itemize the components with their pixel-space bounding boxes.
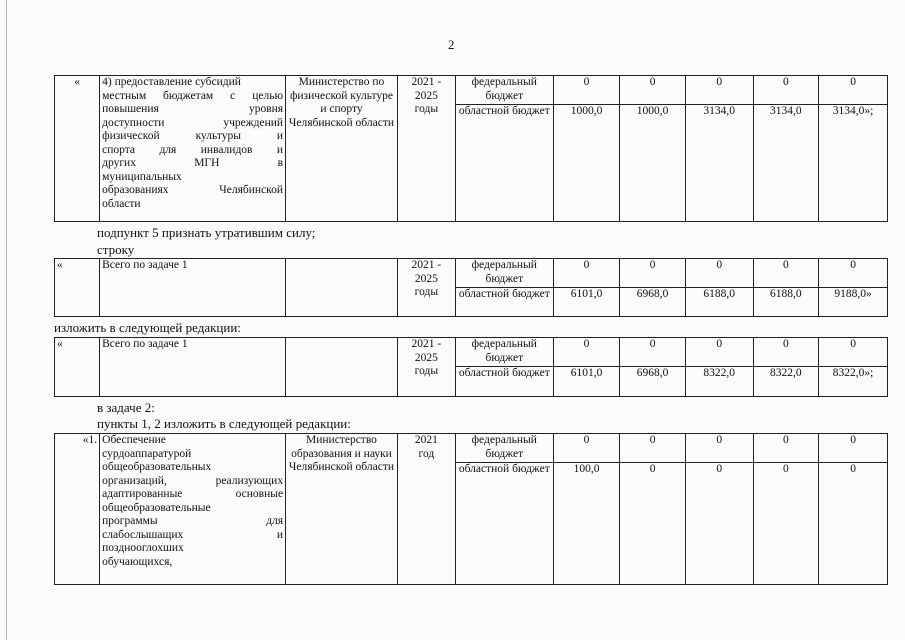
- measure-name: Обеспечение сурдоаппаратурой общеобразовательных организаций, реализующих адаптированные основные общеобразовательные программы для слабослышащих и позднооглохших обучающихся,: [100, 434, 286, 585]
- period: 2021 - 2025 годы: [397, 338, 455, 397]
- value-cell: 0: [620, 338, 686, 367]
- value-cell: 0: [620, 434, 686, 463]
- value-cell: 0: [685, 76, 753, 105]
- period: 2021 - 2025 годы: [397, 76, 455, 222]
- value-cell: 9188,0»: [819, 288, 888, 317]
- value-cell: 0: [553, 434, 620, 463]
- scan-edge-line: [6, 0, 7, 640]
- value-cell: 1000,0: [620, 105, 686, 222]
- value-cell: 0: [620, 76, 686, 105]
- program-table-4: [54, 433, 888, 585]
- regional-budget-label: областной бюджет: [455, 105, 553, 222]
- value-cell: 0: [620, 259, 686, 288]
- value-cell: 0: [819, 338, 888, 367]
- federal-budget-label: федеральный бюджет: [455, 338, 553, 367]
- row-marker: «1.: [55, 434, 100, 585]
- value-cell: 3134,0: [753, 105, 819, 222]
- value-cell: 0: [620, 463, 686, 585]
- regional-budget-label: областной бюджет: [455, 463, 553, 585]
- program-table-2: [54, 258, 888, 317]
- value-cell: 0: [753, 463, 819, 585]
- value-cell: 0: [553, 338, 620, 367]
- text-line: в задаче 2:: [97, 400, 155, 415]
- text-line: строку: [97, 242, 135, 257]
- value-cell: 6968,0: [620, 288, 686, 317]
- text-line: подпункт 5 признать утратившим силу;: [97, 225, 316, 240]
- value-cell: 6188,0: [685, 288, 753, 317]
- text-line: изложить в следующей редакции:: [54, 320, 241, 335]
- executor: Министерство образования и науки Челябинской области: [286, 434, 398, 585]
- value-cell: 0: [685, 338, 753, 367]
- measure-name: Всего по задаче 1: [100, 259, 286, 317]
- value-cell: 8322,0: [753, 367, 819, 397]
- value-cell: 0: [553, 76, 620, 105]
- program-table-1: [54, 75, 888, 222]
- row-marker: «: [55, 338, 100, 397]
- value-cell: 6101,0: [553, 367, 620, 397]
- value-cell: 0: [685, 463, 753, 585]
- value-cell: 0: [753, 259, 819, 288]
- row-marker: «: [55, 76, 100, 222]
- period: 2021 год: [397, 434, 455, 585]
- value-cell: 0: [753, 338, 819, 367]
- value-cell: 0: [753, 434, 819, 463]
- federal-budget-label: федеральный бюджет: [455, 259, 553, 288]
- value-cell: 0: [685, 259, 753, 288]
- value-cell: 0: [685, 434, 753, 463]
- executor: Министерство по физической культуре и спорту Челябинской области: [286, 76, 398, 222]
- value-cell: 3134,0: [685, 105, 753, 222]
- value-cell: 6101,0: [553, 288, 620, 317]
- value-cell: 0: [819, 76, 888, 105]
- value-cell: 8322,0: [685, 367, 753, 397]
- executor: [286, 259, 398, 317]
- measure-name: Всего по задаче 1: [100, 338, 286, 397]
- period: 2021 - 2025 годы: [397, 259, 455, 317]
- value-cell: 0: [819, 463, 888, 585]
- measure-name: 4) предоставление субсидий местным бюджетам с целью повышения уровня доступности учреждений физической культуры и спорта для инвалидов и других МГН в муниципальных образованиях Челябинской области: [100, 76, 286, 222]
- regional-budget-label: областной бюджет: [455, 288, 553, 317]
- federal-budget-label: федеральный бюджет: [455, 434, 553, 463]
- value-cell: 0: [753, 76, 819, 105]
- value-cell: 0: [819, 259, 888, 288]
- executor: [286, 338, 398, 397]
- value-cell: 8322,0»;: [819, 367, 888, 397]
- value-cell: 100,0: [553, 463, 620, 585]
- value-cell: 0: [819, 434, 888, 463]
- program-table-3: [54, 337, 888, 397]
- regional-budget-label: областной бюджет: [455, 367, 553, 397]
- value-cell: 1000,0: [553, 105, 620, 222]
- value-cell: 0: [553, 259, 620, 288]
- value-cell: 6188,0: [753, 288, 819, 317]
- value-cell: 6968,0: [620, 367, 686, 397]
- federal-budget-label: федеральный бюджет: [455, 76, 553, 105]
- page-number: 2: [448, 37, 455, 52]
- value-cell: 3134,0»;: [819, 105, 888, 222]
- row-marker: «: [55, 259, 100, 317]
- text-line: пункты 1, 2 изложить в следующей редакции:: [97, 416, 351, 431]
